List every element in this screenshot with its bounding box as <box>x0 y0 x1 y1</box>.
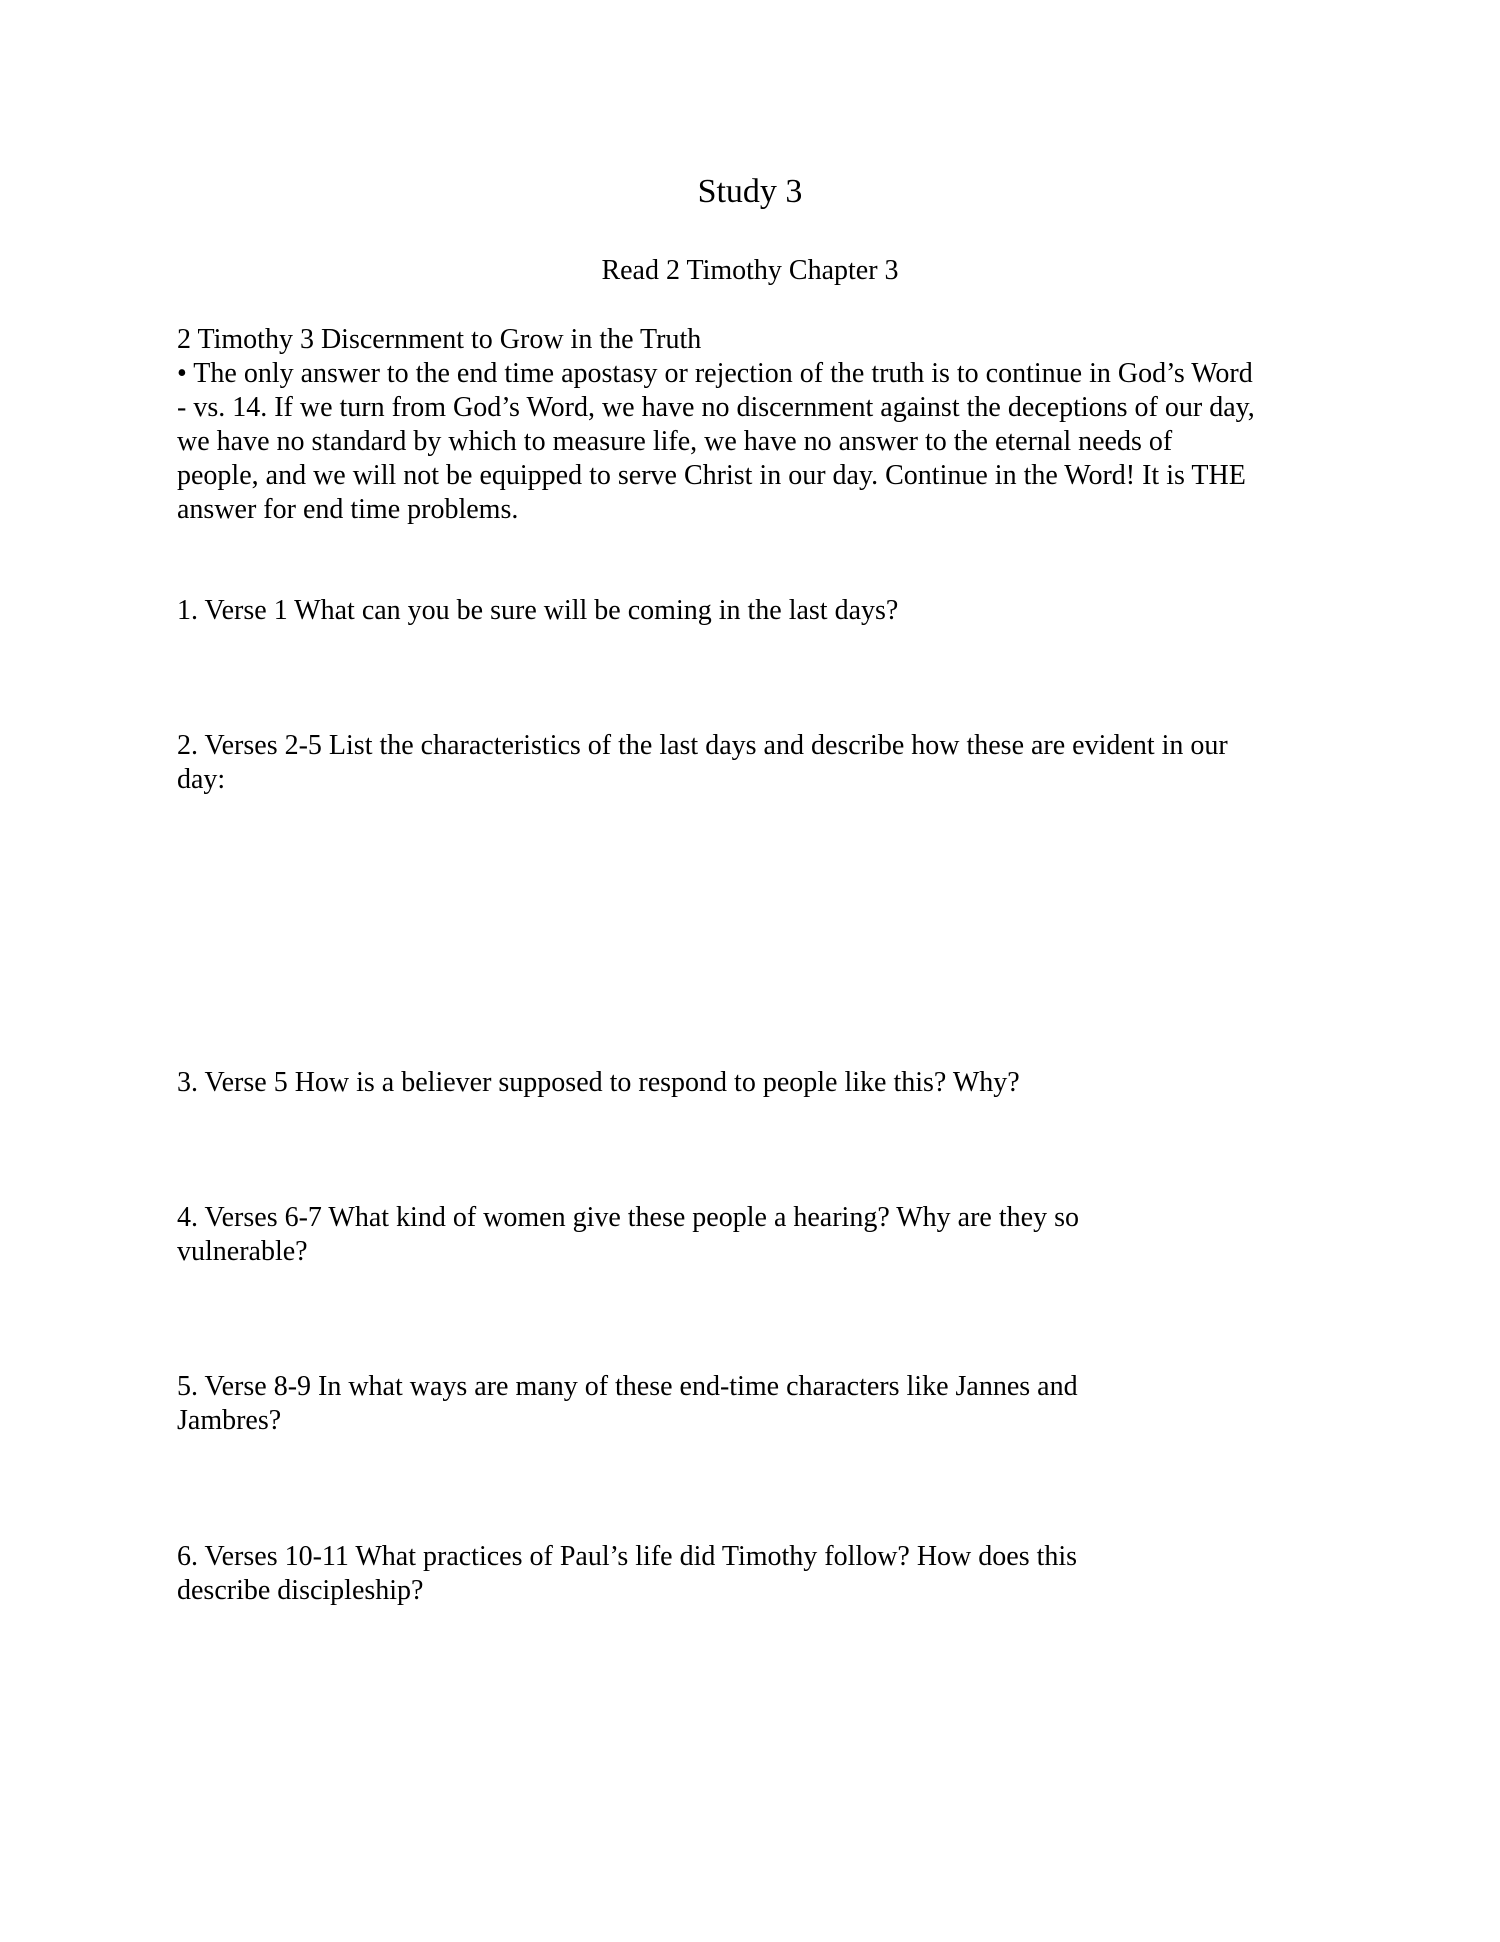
question-2: 2. Verses 2-5 List the characteristics of the last days and describe how these are evident in our day: <box>177 730 1228 795</box>
question-5: 5. Verse 8-9 In what ways are many of these end-time characters like Jannes and Jambres? <box>177 1371 1078 1436</box>
question-4: 4. Verses 6-7 What kind of women give these people a hearing? Why are they so vulnerable? <box>177 1202 1079 1267</box>
intro-bullet: • The only answer to the end time apostasy or rejection of the truth is to continue in God’s Word - vs. 14. If we turn from God’s Word, we have no discernment against the deceptions of our day, we have no standard by which to measure life, we have no answer to the eternal needs of people, and we will not be equipped to serve Christ in our day. Continue in the Word! It is THE answer for end time problems. <box>177 358 1255 525</box>
question-3: 3. Verse 5 How is a believer supposed to respond to people like this? Why? <box>177 1067 1020 1098</box>
reading-assignment: Read 2 Timothy Chapter 3 <box>601 255 899 286</box>
page-title: Study 3 <box>697 173 803 210</box>
question-1: 1. Verse 1 What can you be sure will be coming in the last days? <box>177 595 899 626</box>
section-heading: 2 Timothy 3 Discernment to Grow in the Truth <box>177 324 702 355</box>
question-6: 6. Verses 10-11 What practices of Paul’s life did Timothy follow? How does this describe discipleship? <box>177 1541 1078 1606</box>
intro-section <box>177 323 1257 527</box>
